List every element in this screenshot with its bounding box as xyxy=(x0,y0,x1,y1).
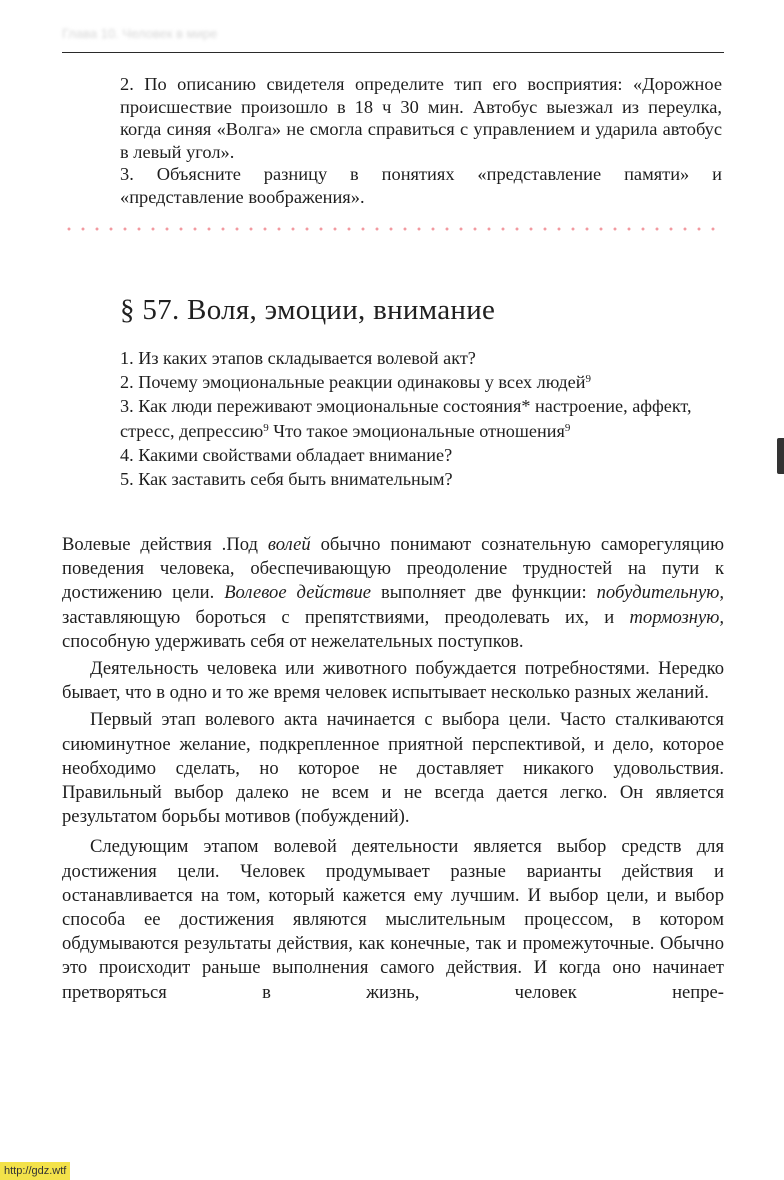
paragraph-first-stage: Первый этап волевого акта начинается с выбора цели. Часто сталкиваются сиюминутное желание, подкрепленное приятной перспективой, и дело, которое необходимо сделать, но которое не доставляет никакого удовольствия. Правильный выбор далеко не всем и не всегда дается легко. Он является результатом борьбы мотивов (побуждений). xyxy=(62,709,724,828)
text-run: способную удерживать себя от нежелательных поступков. xyxy=(62,630,524,652)
dotted-divider xyxy=(62,227,724,231)
term-motivating: побудительную, xyxy=(596,582,724,604)
term-inhibitory: тормозную, xyxy=(629,606,724,628)
page-edge-mark xyxy=(777,438,784,474)
review-question-1: 1. Из каких этапов складывается волевой акт? xyxy=(120,348,476,368)
previous-section-questions xyxy=(120,73,722,208)
text-run: обычно понимают сознательную саморегуляцию поведения человека, обеспечивающую преодоление трудностей на пути к достижению цели. xyxy=(62,534,724,604)
review-questions-list xyxy=(120,346,724,491)
review-question-4: 4. Какими свойствами обладает внимание? xyxy=(120,444,453,465)
review-question-2-text: 2. Почему эмоциональные реакции одинаковы у всех людей xyxy=(120,372,586,393)
review-question-5: 5. Как заставить себя быть внимательным? xyxy=(120,469,453,490)
section-body xyxy=(62,533,724,1005)
running-header: Глава 10. Человек в мире xyxy=(62,26,218,41)
header-rule xyxy=(62,52,724,53)
text-run: заставляющую бороться с препятствиями, преодолевать их, и xyxy=(62,606,630,628)
term-will: волей xyxy=(267,534,311,555)
review-question-3-tail: Что такое эмоциональные отношения xyxy=(268,420,565,441)
review-question-2 xyxy=(120,370,724,394)
text-run: выполняет две функции: xyxy=(371,582,597,604)
watermark-link[interactable]: http://gdz.wtf xyxy=(0,1162,70,1180)
paragraph-needs: Деятельность человека или животного побуждается потребностями. Нередко бывает, что в одно и то же время человек испытывает несколько разных желаний. xyxy=(62,658,724,704)
paragraph-run-in-heading: Волевые действия . xyxy=(62,534,227,555)
paragraph-next-stage: Следующим этапом волевой деятельности является выбор средств для достижения цели. Человек продумывает разные варианты действия и останавливается на том, который кажется ему лучшим. И выбор цели, и выбор способа ее достижения являются мыслительным процессом, в котором обдумываются результаты действия, как конечные, так и промежуточные. Обычно это происходит раньше выполнения самого действия. И когда оно начинает претворяться в жизнь, человек непре- xyxy=(62,836,724,1003)
text-run: Под xyxy=(226,534,268,555)
review-question-2-mark: 9 xyxy=(585,373,591,386)
review-question-3-text: 3. Как люди переживают эмоциональные состояния* настроение, аффект, стресс, депрессию xyxy=(120,396,692,441)
review-question-3-mark-2: 9 xyxy=(564,421,571,434)
section-title: § 57. Воля, эмоции, внимание xyxy=(120,294,496,326)
review-question-3 xyxy=(120,394,724,442)
review-question-3-mark: 9 xyxy=(263,421,269,434)
question-3: 3. Объясните разницу в понятиях «представление памяти» и «представление воображения». xyxy=(120,164,722,207)
term-volitional-action: Волевое действие xyxy=(224,582,372,604)
paragraph-will-definition xyxy=(62,533,724,654)
question-2: 2. По описанию свидетеля определите тип его восприятия: «Дорожное происшествие произошло в 18 ч 30 мин. Автобус выезжал из переулка, когда синяя «Волга» не смогла справиться с управлением и ударила автобус в левый угол». xyxy=(120,74,722,162)
